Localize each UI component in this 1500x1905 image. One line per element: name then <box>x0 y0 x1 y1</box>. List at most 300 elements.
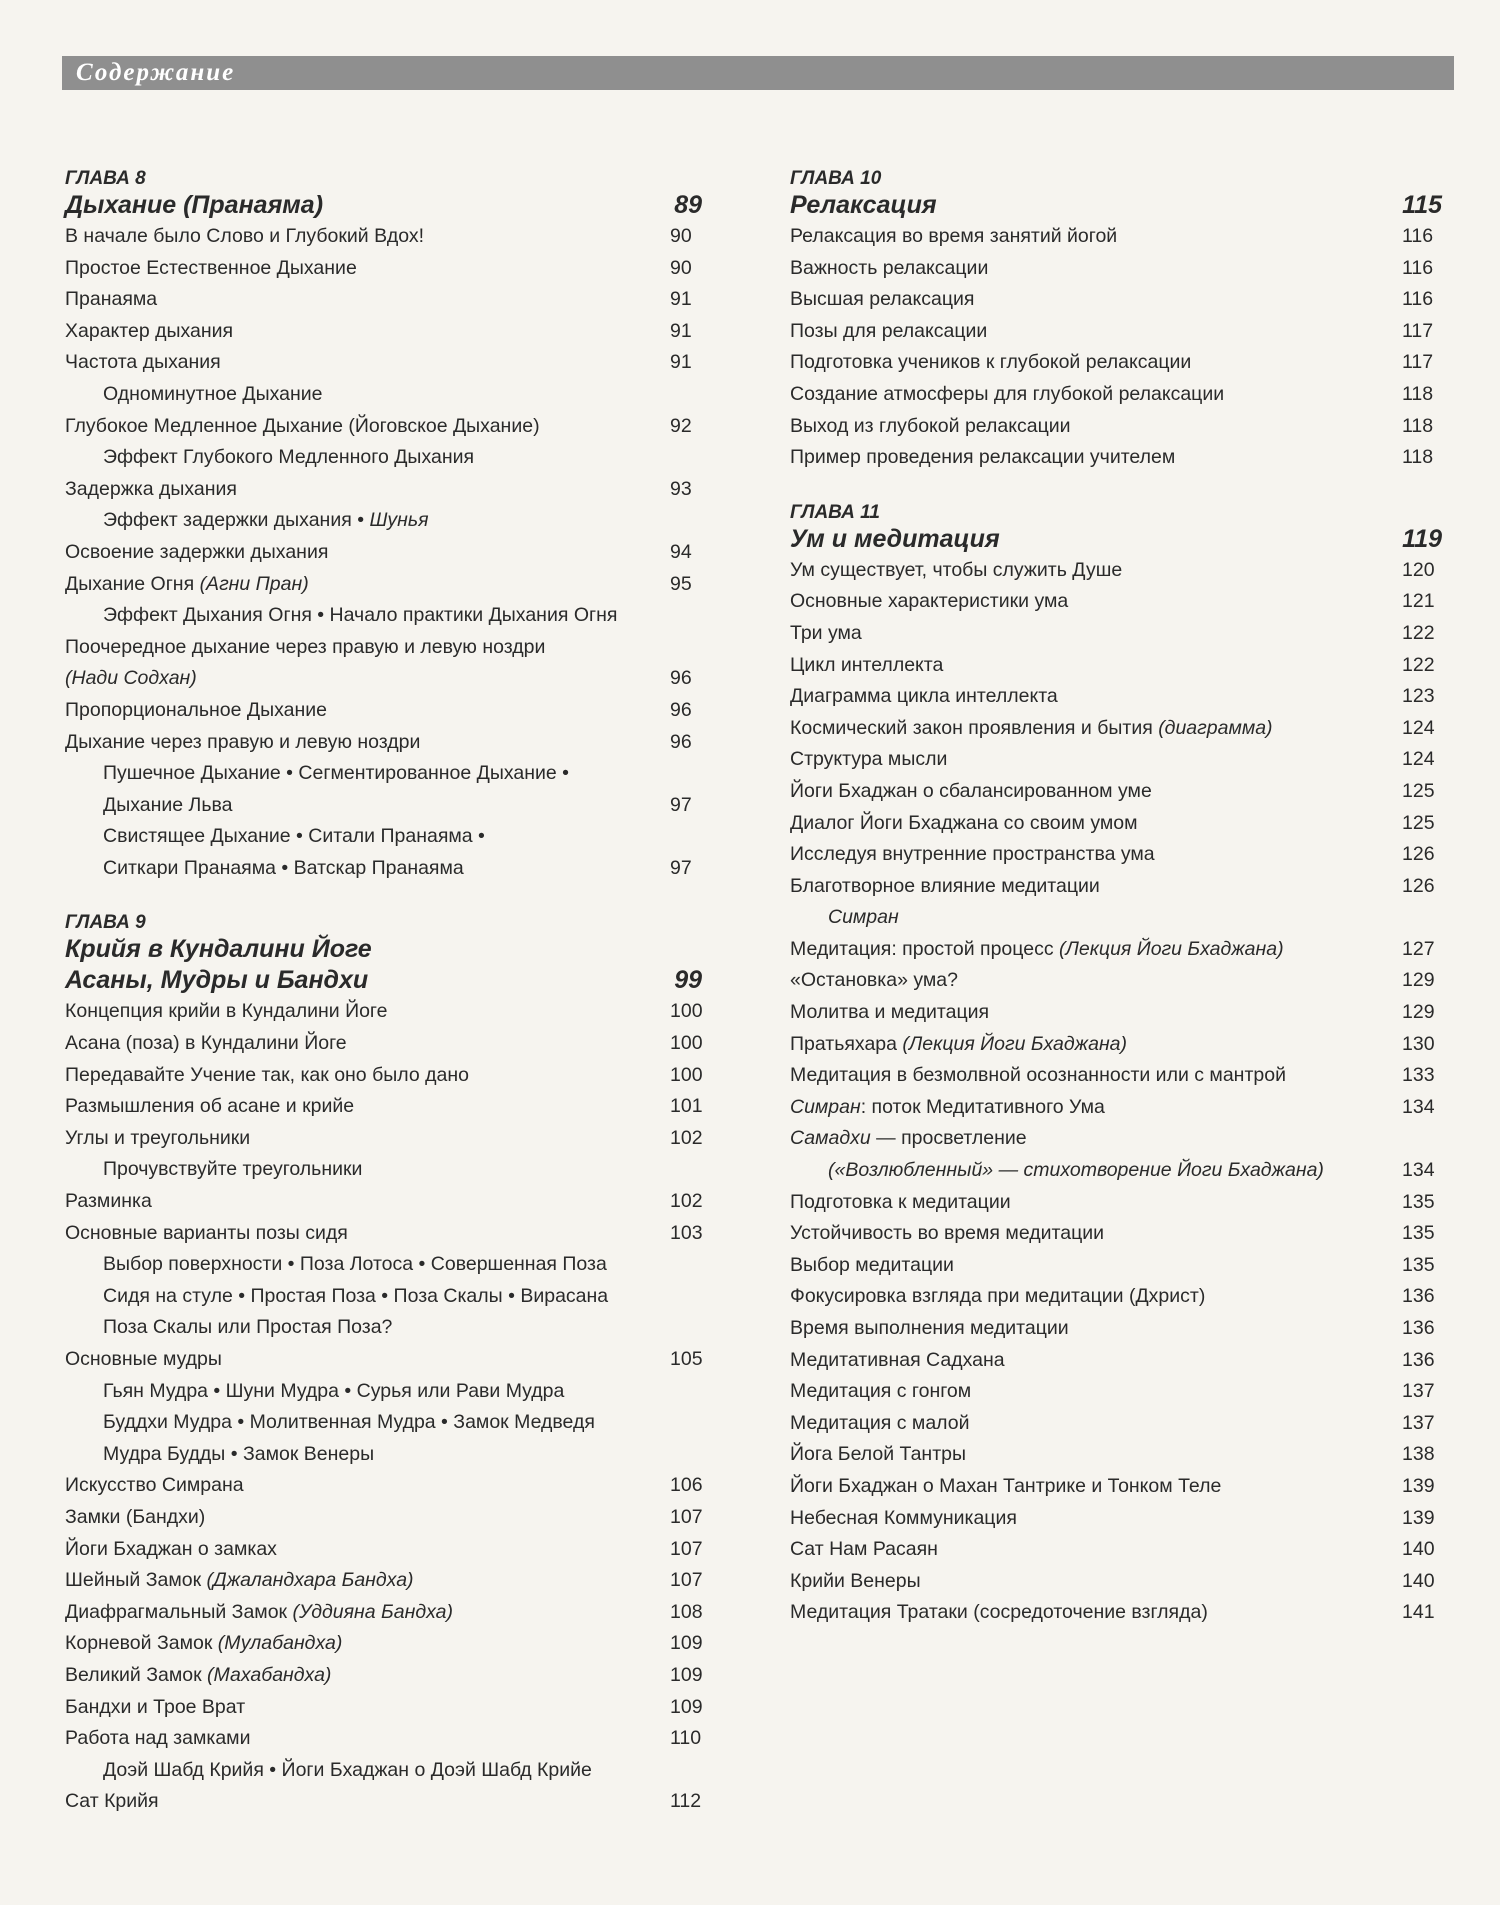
toc-subentry[interactable] <box>65 758 705 790</box>
toc-subentry[interactable] <box>65 853 705 885</box>
toc-entry[interactable] <box>790 650 1450 682</box>
toc-entry[interactable] <box>65 1628 705 1660</box>
toc-entry[interactable] <box>790 1471 1450 1503</box>
toc-entry[interactable] <box>790 1597 1450 1629</box>
entry-title-segment: Прочувствуйте треугольники <box>103 1158 363 1181</box>
entry-title-segment: Крийи Венеры <box>790 1569 921 1592</box>
entry-title <box>790 843 1155 865</box>
entry-title <box>65 1569 414 1591</box>
entry-title-segment: Диафрагмальный Замок <box>65 1600 293 1623</box>
toc-entry[interactable] <box>65 1597 705 1629</box>
entry-title-segment: (Агни Пран) <box>199 572 309 595</box>
entry-page-number: 100 <box>670 1000 703 1023</box>
entry-title <box>103 825 485 847</box>
toc-subentry[interactable] <box>65 821 705 853</box>
toc-subentry[interactable] <box>65 1312 705 1344</box>
toc-subentry[interactable] <box>65 1376 705 1408</box>
entry-title <box>65 1696 245 1718</box>
entry-page-number: 106 <box>670 1474 703 1497</box>
toc-entry[interactable] <box>65 1534 705 1566</box>
toc-entry[interactable] <box>65 1123 705 1155</box>
entry-page-number: 129 <box>1402 969 1435 992</box>
toc-entry[interactable] <box>65 1470 705 1502</box>
chapter-title-text: Асаны, Мудры и Бандхи <box>65 966 369 995</box>
entry-title <box>790 1317 1069 1339</box>
toc-entry[interactable] <box>790 1029 1450 1061</box>
entry-page-number: 110 <box>670 1727 702 1750</box>
toc-entry[interactable] <box>790 934 1450 966</box>
entry-page-number: 139 <box>1402 1506 1435 1529</box>
entry-title-segment: Выход из глубокой релаксации <box>790 414 1071 437</box>
entry-title-segment: Пример проведения релаксации учителем <box>790 446 1176 469</box>
entry-title <box>790 780 1152 802</box>
entry-title <box>65 415 540 437</box>
entry-page-number: 138 <box>1402 1443 1435 1466</box>
toc-entry[interactable] <box>790 284 1450 316</box>
toc-entry[interactable] <box>65 1692 705 1724</box>
entry-page-number: 90 <box>670 225 692 247</box>
toc-entry[interactable] <box>790 1092 1450 1124</box>
entry-title-segment: — просветление <box>870 1127 1027 1150</box>
entry-title-segment: (диаграмма) <box>1158 716 1273 739</box>
entry-page-number: 117 <box>1402 319 1434 342</box>
entry-title-segment: Одноминутное Дыхание <box>103 382 323 405</box>
entry-title-segment: Сидя на стуле • Простая Поза • Поза Скалы • Вирасана <box>103 1284 609 1307</box>
toc-subentry[interactable] <box>65 505 705 537</box>
entry-page-number: 118 <box>1402 382 1434 405</box>
toc-subentry[interactable] <box>65 442 705 474</box>
chapter-label: ГЛАВА 9 <box>65 912 146 934</box>
toc-entry[interactable] <box>790 1250 1450 1282</box>
toc-entry[interactable] <box>790 1313 1450 1345</box>
toc-entry[interactable] <box>65 284 705 316</box>
chapter-page-number: 89 <box>674 191 702 219</box>
toc-entry[interactable] <box>790 1345 1450 1377</box>
entry-title-segment: (Мулабандха) <box>217 1632 343 1655</box>
chapter-title[interactable] <box>65 934 705 965</box>
entry-title-segment: (Лекция Йоги Бхаджана) <box>1059 937 1284 960</box>
entry-title <box>790 446 1175 468</box>
entry-page-number: 91 <box>670 319 692 342</box>
toc-entry[interactable] <box>65 1660 705 1692</box>
entry-title-segment: Медитация в безмолвной осознанности или с мантрой <box>790 1064 1286 1087</box>
chapter-title-text: Релаксация <box>790 191 937 219</box>
entry-title-segment: Великий Замок <box>65 1663 208 1686</box>
chapter-title[interactable] <box>790 524 1450 555</box>
toc-entry[interactable] <box>790 965 1450 997</box>
entry-title-segment: Цикл интеллекта <box>790 653 944 676</box>
entry-title <box>790 1601 1208 1623</box>
chapter-section <box>790 168 1450 474</box>
toc-entry[interactable] <box>65 1028 705 1060</box>
toc-entry[interactable] <box>790 1123 1450 1155</box>
entry-title <box>103 1443 374 1465</box>
toc-entry[interactable] <box>790 316 1450 348</box>
entry-title <box>790 654 943 676</box>
entry-title-segment: (Уддияна Бандха) <box>292 1600 453 1623</box>
entry-page-number: 120 <box>1402 558 1435 581</box>
entry-title <box>790 257 988 279</box>
entry-title <box>103 1759 592 1781</box>
entry-title-segment: : поток Медитативного Ума <box>860 1095 1105 1118</box>
toc-entry[interactable] <box>65 727 705 759</box>
chapter-title[interactable] <box>65 965 705 996</box>
entry-title-segment: Дыхание Огня <box>65 572 200 595</box>
entry-title-segment: Пропорциональное Дыхание <box>65 698 327 721</box>
toc-entry[interactable] <box>790 776 1450 808</box>
entry-title <box>790 1475 1221 1497</box>
entry-title <box>103 1316 392 1338</box>
entry-title <box>790 748 947 770</box>
chapter-page-number: 99 <box>674 966 702 995</box>
entry-title-segment: «Остановка» ума? <box>790 969 958 992</box>
entry-page-number: 97 <box>670 856 692 879</box>
entry-page-number: 137 <box>1402 1411 1435 1434</box>
toc-entry[interactable] <box>790 442 1450 474</box>
toc-entry[interactable] <box>65 569 705 601</box>
entry-title-segment: Космический закон проявления и бытия <box>790 716 1159 739</box>
entry-title-segment: Симран <box>828 906 899 929</box>
entry-page-number: 124 <box>1402 748 1435 771</box>
entry-page-number: 102 <box>670 1190 703 1213</box>
entry-title-segment: Искусство Симрана <box>65 1474 244 1497</box>
chapter-title-text: Дыхание (Пранаяма) <box>65 191 324 219</box>
entry-title <box>790 288 974 310</box>
entry-title-segment: Сат Нам Расаян <box>790 1538 938 1561</box>
entry-title-segment: Эффект Дыхания Огня • Начало практики Дыхания Огня <box>103 604 618 627</box>
toc-entry[interactable] <box>790 221 1450 253</box>
toc-subentry[interactable] <box>65 379 705 411</box>
entry-page-number: 140 <box>1402 1538 1435 1561</box>
entry-title <box>790 559 1122 581</box>
entry-page-number: 103 <box>670 1221 703 1244</box>
entry-title-segment: (Лекция Йоги Бхаджана) <box>902 1032 1128 1055</box>
entry-title-segment: Фокусировка взгляда при медитации (Дхрист) <box>790 1285 1206 1308</box>
toc-entry[interactable] <box>790 1503 1450 1535</box>
toc-entry[interactable] <box>790 808 1450 840</box>
entry-title-segment: (Махабандха) <box>207 1663 332 1686</box>
entry-title <box>65 636 545 658</box>
entry-title <box>65 541 328 563</box>
toc-entry[interactable] <box>65 1786 705 1818</box>
toc-subentry[interactable] <box>65 600 705 632</box>
entry-title <box>65 1348 222 1370</box>
toc-entry[interactable] <box>65 1218 705 1250</box>
entry-title-segment: Буддхи Мудра • Молитвенная Мудра • Замок Медведя <box>103 1411 595 1434</box>
toc-subentry[interactable] <box>65 1249 705 1281</box>
entry-page-number: 126 <box>1402 843 1435 866</box>
entry-title-segment: Три ума <box>790 621 862 644</box>
entry-title <box>103 446 474 468</box>
toc-subentry[interactable] <box>65 1755 705 1787</box>
toc-entry[interactable] <box>790 379 1450 411</box>
entry-title <box>790 1570 921 1592</box>
entry-title-segment: Доэй Шабд Крийя • Йоги Бхаджан о Доэй Шабд Крийе <box>103 1758 592 1781</box>
toc-entry[interactable] <box>65 996 705 1028</box>
toc-entry[interactable] <box>790 1534 1450 1566</box>
entry-title-segment: Йоги Бхаджан о сбалансированном уме <box>790 779 1152 802</box>
entry-title-segment: Диалог Йоги Бхаджана со своим умом <box>790 811 1138 834</box>
toc-entry[interactable] <box>65 1186 705 1218</box>
entry-page-number: 118 <box>1402 446 1434 469</box>
toc-entry[interactable] <box>790 871 1450 903</box>
entry-page-number: 130 <box>1402 1032 1435 1055</box>
entry-title-segment: Ситкари Пранаяма • Ватскар Пранаяма <box>103 856 464 879</box>
entry-page-number: 126 <box>1402 874 1435 897</box>
entry-page-number: 136 <box>1402 1317 1435 1339</box>
toc-entry[interactable] <box>65 1060 705 1092</box>
entry-title <box>65 1000 387 1022</box>
toc-right-column <box>790 168 1450 1657</box>
entry-page-number: 90 <box>670 256 692 279</box>
entry-title-segment: Гьян Мудра • Шуни Мудра • Сурья или Рави Мудра <box>103 1379 565 1402</box>
entry-page-number: 109 <box>670 1695 703 1718</box>
entry-title-segment: Поочередное дыхание через правую и левую ноздри <box>65 635 546 658</box>
entry-page-number: 96 <box>670 730 692 753</box>
entry-title <box>65 731 420 753</box>
entry-title <box>790 1443 966 1465</box>
toc-entry[interactable] <box>65 695 705 727</box>
entry-title <box>790 875 1100 897</box>
entry-title <box>103 1380 564 1402</box>
entry-title <box>790 225 1117 247</box>
entry-title <box>790 812 1138 834</box>
entry-title-segment: Самадхи <box>790 1127 871 1150</box>
entry-title <box>65 1727 250 1749</box>
entry-page-number: 125 <box>1402 811 1435 834</box>
entry-title <box>103 794 232 816</box>
chapter-label: ГЛАВА 10 <box>790 168 882 189</box>
entry-title-segment: Релаксация во время занятий йогой <box>790 225 1118 247</box>
entry-page-number: 123 <box>1402 685 1435 708</box>
toc-entry[interactable] <box>65 347 705 379</box>
entry-title <box>65 573 309 595</box>
entry-title <box>65 667 197 689</box>
chapter-page-number: 115 <box>1402 191 1442 219</box>
toc-entry[interactable] <box>790 253 1450 285</box>
toc-entry[interactable] <box>65 253 705 285</box>
entry-title-segment: Дыхание через правую и левую ноздри <box>65 730 421 753</box>
toc-entry[interactable] <box>65 1091 705 1123</box>
entry-title-segment: Благотворное влияние медитации <box>790 874 1100 897</box>
entry-title <box>65 1664 331 1686</box>
entry-title-segment: Высшая релаксация <box>790 288 975 311</box>
entry-title <box>65 288 157 310</box>
entry-title-segment: Медитация с малой <box>790 1411 970 1434</box>
entry-title-segment: (Джаландхара Бандха) <box>206 1569 414 1592</box>
entry-title-segment: Бандхи и Трое Врат <box>65 1695 246 1718</box>
entry-title <box>828 1159 1324 1181</box>
page-title: Содержание <box>76 59 236 86</box>
chapter-title[interactable] <box>65 190 705 221</box>
entry-page-number: 133 <box>1402 1064 1435 1087</box>
toc-left-column <box>65 168 705 1846</box>
entry-page-number: 136 <box>1402 1348 1435 1371</box>
toc-subentry[interactable] <box>65 1154 705 1186</box>
entry-title-segment: Замки (Бандхи) <box>65 1505 206 1528</box>
entry-title <box>790 1191 1011 1213</box>
entry-page-number: 112 <box>670 1790 702 1813</box>
entry-title <box>790 351 1191 373</box>
toc-entry[interactable] <box>790 839 1450 871</box>
entry-page-number: 105 <box>670 1348 703 1370</box>
entry-title <box>790 1096 1105 1118</box>
toc-entry[interactable] <box>65 221 705 253</box>
toc-entry[interactable] <box>790 1060 1450 1092</box>
entry-title <box>790 1412 970 1434</box>
entry-title-segment: Мудра Будды • Замок Венеры <box>103 1442 375 1465</box>
toc-entry[interactable] <box>65 316 705 348</box>
entry-title-segment: Выбор поверхности • Поза Лотоса • Совершенная Поза <box>103 1253 607 1276</box>
entry-page-number: 135 <box>1402 1222 1435 1245</box>
entry-page-number: 102 <box>670 1126 703 1149</box>
entry-title-segment: Характер дыхания <box>65 319 234 342</box>
entry-title <box>790 1127 1027 1149</box>
toc-entry[interactable] <box>790 1187 1450 1219</box>
entry-title-segment: Исследуя внутренние пространства ума <box>790 843 1155 866</box>
entry-title <box>65 1538 277 1560</box>
entry-page-number: 127 <box>1402 937 1435 960</box>
entry-title <box>790 590 1068 612</box>
entry-title <box>103 857 464 879</box>
chapter-page-number: 119 <box>1402 524 1442 553</box>
toc-entry[interactable] <box>790 997 1450 1029</box>
entry-title <box>65 1064 469 1086</box>
toc-entry[interactable] <box>790 1218 1450 1250</box>
entry-title <box>65 1790 159 1812</box>
toc-entry[interactable] <box>65 474 705 506</box>
entry-title-segment: Работа над замками <box>65 1727 251 1750</box>
entry-page-number: 122 <box>1402 653 1435 676</box>
entry-title <box>103 383 322 405</box>
entry-page-number: 100 <box>670 1063 703 1086</box>
entry-title <box>790 622 862 644</box>
toc-entry[interactable] <box>65 537 705 569</box>
toc-entry[interactable] <box>790 586 1450 618</box>
entry-title <box>790 1507 1017 1529</box>
entry-title <box>790 1285 1205 1307</box>
entry-page-number: 129 <box>1402 1001 1435 1024</box>
entry-title-segment: Шейный Замок <box>65 1569 207 1592</box>
entry-title <box>103 1253 607 1275</box>
toc-subentry[interactable] <box>65 790 705 822</box>
toc-entry[interactable] <box>790 1408 1450 1440</box>
entry-page-number: 92 <box>670 414 692 437</box>
entry-title-segment: Время выполнения медитации <box>790 1317 1069 1339</box>
toc-entry[interactable] <box>790 1439 1450 1471</box>
toc-subentry[interactable] <box>65 1439 705 1471</box>
chapter-label: ГЛАВА 11 <box>790 501 880 523</box>
entry-page-number: 107 <box>670 1569 703 1592</box>
entry-page-number: 141 <box>1402 1601 1435 1624</box>
entry-page-number: 109 <box>670 1632 703 1655</box>
toc-entry[interactable] <box>65 1502 705 1534</box>
toc-entry[interactable] <box>790 1281 1450 1313</box>
entry-page-number: 107 <box>670 1505 703 1528</box>
entry-page-number: 94 <box>670 540 692 563</box>
entry-title-segment: Простое Естественное Дыхание <box>65 256 357 279</box>
entry-title <box>65 351 221 373</box>
entry-title-segment: Дыхание Льва <box>103 793 233 816</box>
entry-page-number: 134 <box>1402 1159 1435 1182</box>
entry-title-segment: Корневой Замок <box>65 1632 218 1655</box>
entry-title <box>65 1222 348 1244</box>
toc-subentry[interactable] <box>65 1281 705 1313</box>
entry-title-segment: Ум существует, чтобы служить Душе <box>790 558 1123 581</box>
toc-entry[interactable] <box>790 681 1450 713</box>
entry-page-number: 139 <box>1402 1474 1435 1497</box>
entry-title-segment: Передавайте Учение так, как оно было дано <box>65 1063 469 1086</box>
entry-title <box>65 1127 250 1149</box>
entry-title-segment: Концепция крийи в Кундалини Йоге <box>65 1000 388 1023</box>
entry-title <box>790 938 1284 960</box>
entry-page-number: 108 <box>670 1600 703 1623</box>
entry-title-segment: В начале было Слово и Глубокий Вдох! <box>65 225 425 247</box>
toc-subentry[interactable] <box>65 1407 705 1439</box>
toc-entry[interactable] <box>790 555 1450 587</box>
entry-title <box>65 1601 453 1623</box>
entry-title-segment: Медитация: простой процесс <box>790 937 1059 960</box>
toc-entry[interactable] <box>790 411 1450 443</box>
toc-entry[interactable] <box>790 1376 1450 1408</box>
entry-page-number: 117 <box>1402 351 1434 374</box>
entry-title <box>790 415 1071 437</box>
entry-page-number: 122 <box>1402 621 1435 644</box>
header-bar <box>62 56 1454 90</box>
entry-title <box>103 509 429 531</box>
entry-title <box>790 1380 971 1402</box>
entry-title-segment: Подготовка к медитации <box>790 1190 1011 1213</box>
entry-title-segment: Подготовка учеников к глубокой релаксации <box>790 351 1192 374</box>
toc-entry[interactable] <box>65 411 705 443</box>
entry-title <box>790 1222 1104 1244</box>
toc-entry[interactable] <box>65 1344 705 1376</box>
entry-title-segment: Эффект задержки дыхания • <box>103 509 370 532</box>
entry-title-segment: Пранаяма <box>65 288 158 311</box>
entry-title-segment: Йоги Бхаджан о замках <box>65 1537 277 1560</box>
entry-title <box>65 1506 205 1528</box>
entry-title-segment: Поза Скалы или Простая Поза? <box>103 1316 393 1339</box>
entry-page-number: 124 <box>1402 716 1435 739</box>
toc-entry[interactable] <box>790 744 1450 776</box>
entry-title <box>65 1474 244 1496</box>
entry-title-segment: Основные характеристики ума <box>790 590 1069 613</box>
toc-entry[interactable] <box>65 1723 705 1755</box>
entry-page-number: 118 <box>1402 414 1434 437</box>
toc-entry[interactable] <box>790 618 1450 650</box>
entry-title-segment: Диаграмма цикла интеллекта <box>790 685 1058 708</box>
toc-entry[interactable] <box>65 632 705 664</box>
toc-entry[interactable] <box>65 663 705 695</box>
toc-entry[interactable] <box>790 347 1450 379</box>
entry-title-segment: Углы и треугольники <box>65 1126 251 1149</box>
entry-title-segment: Разминка <box>65 1190 152 1213</box>
toc-entry[interactable] <box>790 713 1450 745</box>
entry-title-segment: Задержка дыхания <box>65 477 237 500</box>
toc-entry[interactable] <box>790 1566 1450 1598</box>
entry-title-segment: Важность релаксации <box>790 256 989 279</box>
entry-title <box>65 1095 354 1117</box>
entry-page-number: 121 <box>1402 590 1435 613</box>
entry-title <box>790 685 1058 707</box>
chapter-section <box>65 168 705 884</box>
entry-page-number: 100 <box>670 1032 703 1055</box>
entry-title-segment: Пратьяхара <box>790 1032 903 1055</box>
toc-subentry[interactable] <box>790 1155 1450 1187</box>
chapter-title[interactable] <box>790 190 1450 221</box>
toc-entry[interactable] <box>65 1565 705 1597</box>
toc-subentry[interactable] <box>790 902 1450 934</box>
